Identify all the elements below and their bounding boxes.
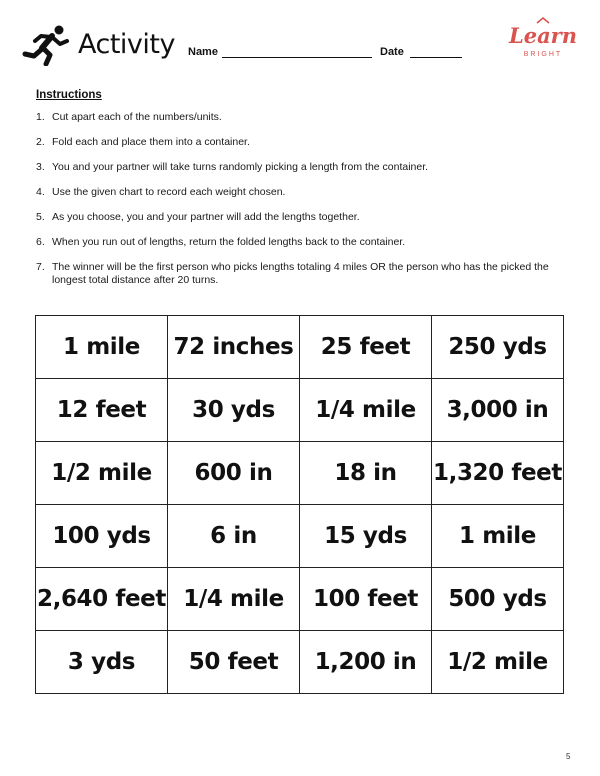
- learn-bright-logo: [506, 22, 580, 66]
- instruction-step: [36, 261, 576, 287]
- name-label: Name: [188, 46, 218, 58]
- logo-text: Learn: [508, 23, 578, 48]
- length-card: 1/4 mile: [300, 379, 432, 442]
- step-number: 3.: [36, 161, 45, 173]
- step-number: 7.: [36, 261, 45, 273]
- step-text: The winner will be the first person who picks lengths totaling 4 miles OR the person who has the picked the longest total distance after 20 turns.: [52, 261, 549, 286]
- logo-subtext: BRIGHT: [523, 51, 563, 58]
- instruction-step: [36, 236, 576, 249]
- instruction-step: [36, 136, 576, 149]
- step-number: 6.: [36, 236, 45, 248]
- length-card: 3,000 in: [432, 379, 564, 442]
- length-card: 1 mile: [36, 316, 168, 379]
- length-card: 500 yds: [432, 568, 564, 631]
- length-card: 1,320 feet: [432, 442, 564, 505]
- length-cards-grid: [35, 315, 564, 694]
- length-card: 1,200 in: [300, 631, 432, 694]
- length-card: 100 yds: [36, 505, 168, 568]
- length-card: 250 yds: [432, 316, 564, 379]
- length-card: 1/2 mile: [432, 631, 564, 694]
- length-card: 50 feet: [168, 631, 300, 694]
- instruction-list: [36, 111, 576, 299]
- grid-row: [36, 631, 564, 694]
- length-card: 25 feet: [300, 316, 432, 379]
- length-card: 600 in: [168, 442, 300, 505]
- grid-row: [36, 568, 564, 631]
- length-card: 12 feet: [36, 379, 168, 442]
- length-card: 100 feet: [300, 568, 432, 631]
- grid-row: [36, 316, 564, 379]
- length-card: 1 mile: [432, 505, 564, 568]
- page-number: 5: [566, 752, 571, 761]
- name-field-line[interactable]: [222, 57, 372, 58]
- step-text: When you run out of lengths, return the folded lengths back to the container.: [52, 236, 406, 248]
- length-card: 15 yds: [300, 505, 432, 568]
- step-number: 2.: [36, 136, 45, 148]
- page-title: Activity: [78, 29, 175, 60]
- length-card: 6 in: [168, 505, 300, 568]
- length-card: 3 yds: [36, 631, 168, 694]
- date-field-line[interactable]: [410, 57, 462, 58]
- instruction-step: [36, 186, 576, 199]
- instruction-step: [36, 211, 576, 224]
- step-text: Use the given chart to record each weight chosen.: [52, 186, 286, 198]
- page-header: [0, 0, 600, 80]
- length-card: 1/2 mile: [36, 442, 168, 505]
- length-card: 18 in: [300, 442, 432, 505]
- step-text: As you choose, you and your partner will add the lengths together.: [52, 211, 360, 223]
- length-card: 2,640 feet: [36, 568, 168, 631]
- instruction-step: [36, 161, 576, 174]
- grid-row: [36, 505, 564, 568]
- length-card: 1/4 mile: [168, 568, 300, 631]
- step-number: 4.: [36, 186, 45, 198]
- date-label: Date: [380, 46, 404, 58]
- step-text: You and your partner will take turns randomly picking a length from the container.: [52, 161, 429, 173]
- step-number: 5.: [36, 211, 45, 223]
- step-text: Fold each and place them into a container.: [52, 136, 250, 148]
- grid-row: [36, 379, 564, 442]
- runner-icon: [22, 24, 70, 66]
- grid-row: [36, 442, 564, 505]
- step-number: 1.: [36, 111, 45, 123]
- length-card: 30 yds: [168, 379, 300, 442]
- instructions-heading: Instructions: [36, 89, 102, 101]
- length-card: 72 inches: [168, 316, 300, 379]
- step-text: Cut apart each of the numbers/units.: [52, 111, 222, 123]
- instruction-step: [36, 111, 576, 124]
